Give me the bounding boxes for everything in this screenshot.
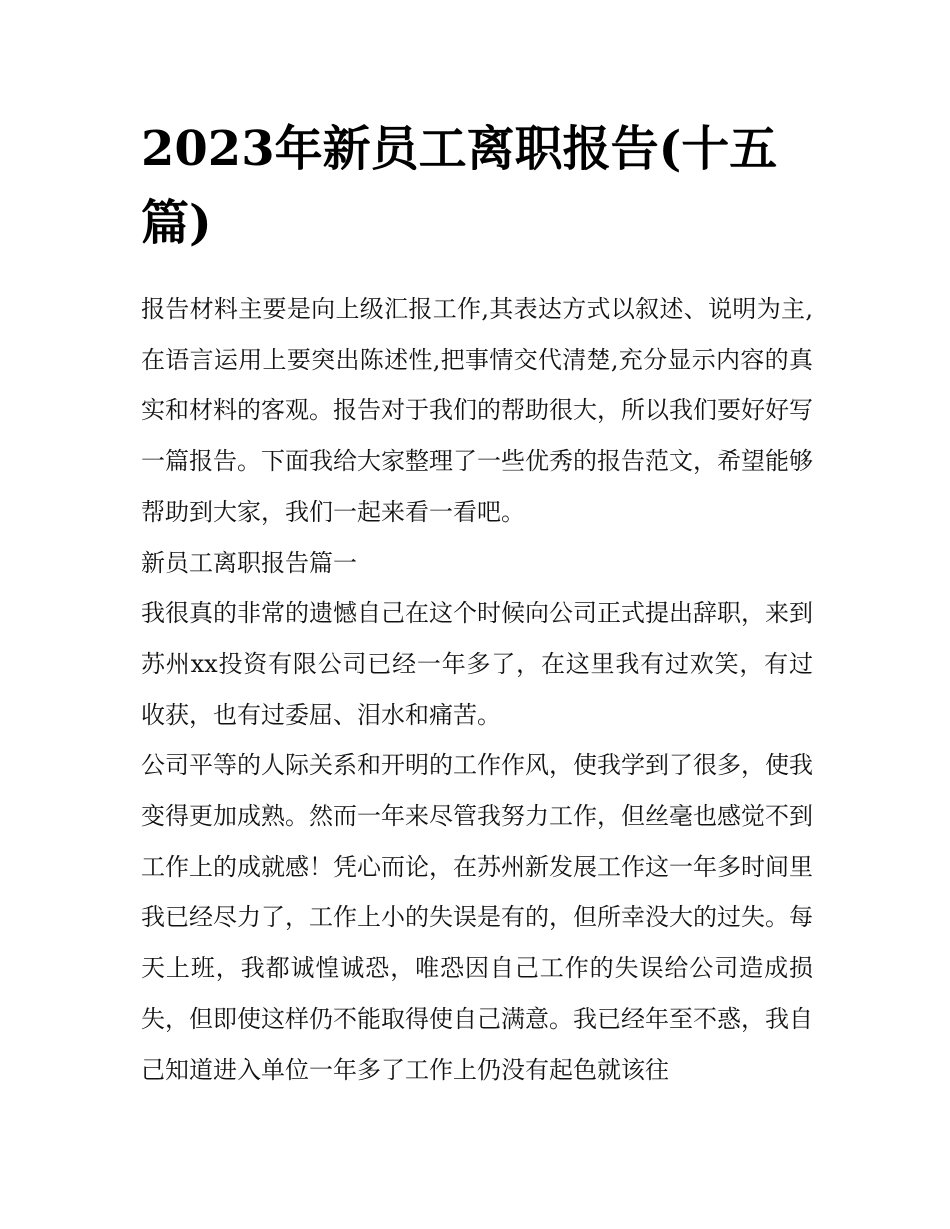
intro-paragraph: 报告材料主要是向上级汇报工作,其表达方式以叙述、说明为主,在语言运用上要突出陈述性,把事情交代清楚,充分显示内容的真实和材料的客观。报告对于我们的帮助很大，所以我们要好好写一篇报告。下面我给大家整理了一些优秀的报告范文，希望能够帮助到大家，我们一起来看一看吧。	[141, 295, 813, 526]
document-content	[141, 112, 813, 1095]
body-paragraph-1: 我很真的非常的遗憾自己在这个时候向公司正式提出辞职，来到苏州xx投资有限公司已经一年多了，在这里我有过欢笑，有过收获，也有过委屈、泪水和痛苦。	[141, 599, 813, 729]
document-title: 2023年新员工离职报告(十五篇)	[141, 121, 778, 251]
section-heading: 新员工离职报告篇一	[141, 548, 357, 577]
body-paragraph-2: 公司平等的人际关系和开明的工作作风，使我学到了很多，使我变得更加成熟。然而一年来尽管我努力工作，但丝毫也感觉不到工作上的成就感！凭心而论，在苏州新发展工作这一年多时间里我已经尽力了，工作上小的失误是有的，但所幸没大的过失。每天上班，我都诚惶诚恐，唯恐因自己工作的失误给公司造成损失，但即使这样仍不能取得使自己满意。我已经年至不惑，我自己知道进入单位一年多了工作上仍没有起色就该往	[141, 751, 813, 1084]
